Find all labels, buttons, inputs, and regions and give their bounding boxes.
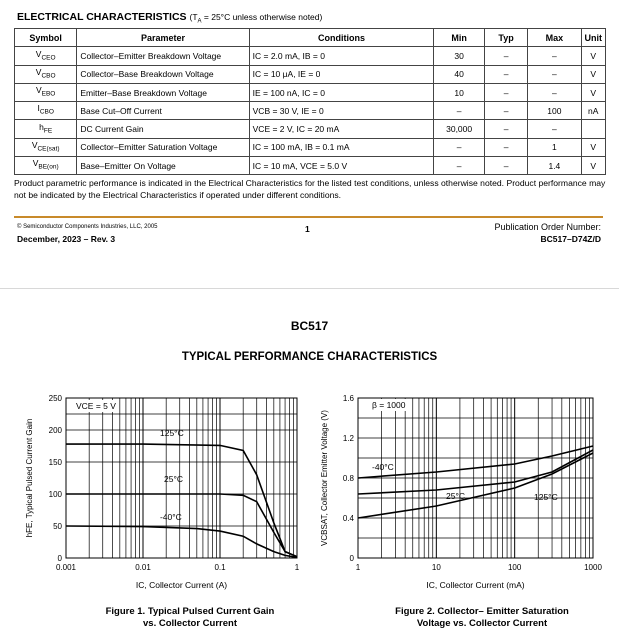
cell-parameter: Collector–Base Breakdown Voltage [77, 65, 249, 83]
figure1-caption [60, 606, 320, 630]
cell-symbol: $V_{CBO}$ [15, 65, 77, 83]
x-tick-label: 100 [507, 563, 522, 572]
cell-parameter: DC Current Gain [77, 120, 249, 138]
cell-parameter: Base–Emitter On Voltage [77, 157, 249, 175]
cell-conditions: IC = 100 mA, IB = 0.1 mA [249, 138, 434, 156]
cell-unit: V [581, 83, 606, 101]
cell-max: – [528, 83, 581, 101]
cell-unit: V [581, 138, 606, 156]
series-label: -40°C [372, 462, 394, 472]
cell-typ: – [484, 102, 527, 120]
cell-parameter: Emitter–Base Breakdown Voltage [77, 83, 249, 101]
y-axis-label: hFE, Typical Pulsed Current Gain [25, 418, 34, 538]
figure1-caption-line2: vs. Collector Current [143, 618, 237, 629]
table-header-row [15, 29, 606, 47]
cell-symbol: $h_{FE}$ [15, 120, 77, 138]
cell-conditions: IE = 100 nA, IC = 0 [249, 83, 434, 101]
figure2-caption-line1: Figure 2. Collector– Emitter Saturation [395, 606, 569, 617]
header-parameter: Parameter [77, 29, 249, 47]
cell-unit: V [581, 157, 606, 175]
x-tick-label: 1000 [584, 563, 602, 572]
cell-min: – [434, 138, 485, 156]
series-label: 125°C [160, 428, 184, 438]
header-unit: Unit [581, 29, 606, 47]
cell-parameter: Collector–Emitter Breakdown Voltage [77, 47, 249, 65]
y-axis-label: VCBSAT, Collector Emitter Voltage (V) [320, 410, 329, 546]
y-tick-label: 0 [349, 554, 354, 563]
x-tick-label: 1 [294, 563, 300, 572]
cell-min: – [434, 102, 485, 120]
cell-parameter: Collector–Emitter Saturation Voltage [77, 138, 249, 156]
cell-min: 40 [434, 65, 485, 83]
cell-max: 1.4 [528, 157, 581, 175]
cell-conditions: VCE = 2 V, IC = 20 mA [249, 120, 434, 138]
cell-typ: – [484, 138, 527, 156]
cell-typ: – [484, 47, 527, 65]
cell-max: 1 [528, 138, 581, 156]
cell-min: 30,000 [434, 120, 485, 138]
table-row [15, 47, 606, 65]
cell-unit: V [581, 47, 606, 65]
cell-typ: – [484, 157, 527, 175]
series-line [66, 444, 297, 557]
table-row [15, 83, 606, 101]
cell-typ: – [484, 65, 527, 83]
y-tick-label: 150 [48, 458, 62, 467]
cell-min: 10 [434, 83, 485, 101]
y-tick-label: 50 [53, 522, 62, 531]
series-line [358, 450, 593, 494]
series-label: -40°C [160, 512, 182, 522]
cell-unit: nA [581, 102, 606, 120]
ec-title-text: ELECTRICAL CHARACTERISTICS [17, 11, 187, 23]
x-axis-label: IC, Collector Current (A) [135, 580, 228, 590]
table-row [15, 120, 606, 138]
cell-conditions: IC = 10 μA, IE = 0 [249, 65, 434, 83]
header-symbol: Symbol [15, 29, 77, 47]
cell-parameter: Base Cut–Off Current [77, 102, 249, 120]
y-tick-label: 0 [57, 554, 62, 563]
cell-max: – [528, 65, 581, 83]
series-line [66, 526, 297, 557]
series-label: 25°C [164, 474, 183, 484]
characteristics-note: Product parametric performance is indicated in the Electrical Characteristics for the listed test conditions, unless otherwise noted. Product performance may not be indicated by the Electrical Characteristics if operated under different conditions. [14, 178, 606, 200]
table-body [15, 47, 606, 175]
publication-number: BC517–D74Z/D [540, 234, 601, 244]
cell-typ: – [484, 120, 527, 138]
x-tick-label: 0.001 [55, 563, 77, 572]
copyright: © Semiconductor Components Industries, LLC, 2005 [17, 224, 158, 230]
y-tick-label: 1.2 [342, 434, 354, 443]
x-axis-label: IC, Collector Current (mA) [426, 580, 525, 590]
cell-conditions: IC = 10 mA, VCE = 5.0 V [249, 157, 434, 175]
y-tick-label: 100 [48, 490, 62, 499]
footer-rule [14, 216, 603, 218]
y-tick-label: 0.4 [342, 514, 354, 523]
cell-max: – [528, 47, 581, 65]
ec-title-condition: ($T_A = 25^\circ C$ unless otherwise noted) [189, 12, 323, 25]
cell-conditions: VCB = 30 V, IE = 0 [249, 102, 434, 120]
cell-unit [581, 120, 606, 138]
table-row [15, 157, 606, 175]
cell-symbol: $V_{BE(on)}$ [15, 157, 77, 175]
charts-area [0, 380, 619, 639]
figure1-caption-line1: Figure 1. Typical Pulsed Current Gain [105, 606, 275, 617]
y-tick-label: 200 [48, 426, 62, 435]
table-row [15, 138, 606, 156]
x-tick-label: 1 [355, 563, 361, 572]
y-tick-label: 250 [48, 394, 62, 403]
cell-unit: V [581, 65, 606, 83]
part-number-header: BC517 [290, 319, 329, 333]
revision-date: December, 2023 – Rev. 3 [17, 234, 116, 244]
section-heading: TYPICAL PERFORMANCE CHARACTERISTICS [181, 351, 438, 363]
annotation-text: β = 1000 [372, 400, 406, 410]
x-tick-label: 0.1 [214, 563, 226, 572]
cell-symbol: $V_{CE(sat)}$ [15, 138, 77, 156]
table-row [15, 65, 606, 83]
header-conditions: Conditions [249, 29, 434, 47]
series-label: 25°C [446, 491, 465, 501]
cell-min: 30 [434, 47, 485, 65]
header-typ: Typ [484, 29, 527, 47]
cell-symbol: $V_{CEO}$ [15, 47, 77, 65]
figure2-caption-line2: Voltage vs. Collector Current [416, 618, 548, 629]
ec-title [17, 11, 322, 25]
cell-max: 100 [528, 102, 581, 120]
header-max: Max [528, 29, 581, 47]
chart-current-gain [25, 394, 300, 590]
cell-min: – [434, 157, 485, 175]
publication-label: Publication Order Number: [494, 222, 601, 232]
cell-typ: – [484, 83, 527, 101]
figure2-caption [352, 606, 612, 630]
x-tick-label: 10 [431, 563, 441, 572]
chart-saturation-voltage [320, 394, 602, 590]
y-tick-label: 1.6 [342, 394, 354, 403]
x-tick-label: 0.01 [135, 563, 151, 572]
cell-symbol: $I_{CBO}$ [15, 102, 77, 120]
cell-conditions: IC = 2.0 mA, IB = 0 [249, 47, 434, 65]
annotation-text: VCE = 5 V [76, 401, 116, 411]
table-row [15, 102, 606, 120]
page-break [0, 288, 619, 289]
electrical-characteristics-table [14, 28, 606, 175]
page-number: 1 [305, 224, 310, 234]
series-label: 125°C [534, 492, 558, 502]
y-tick-label: 0.8 [342, 474, 354, 483]
cell-symbol: $V_{EBO}$ [15, 83, 77, 101]
header-min: Min [434, 29, 485, 47]
cell-max: – [528, 120, 581, 138]
